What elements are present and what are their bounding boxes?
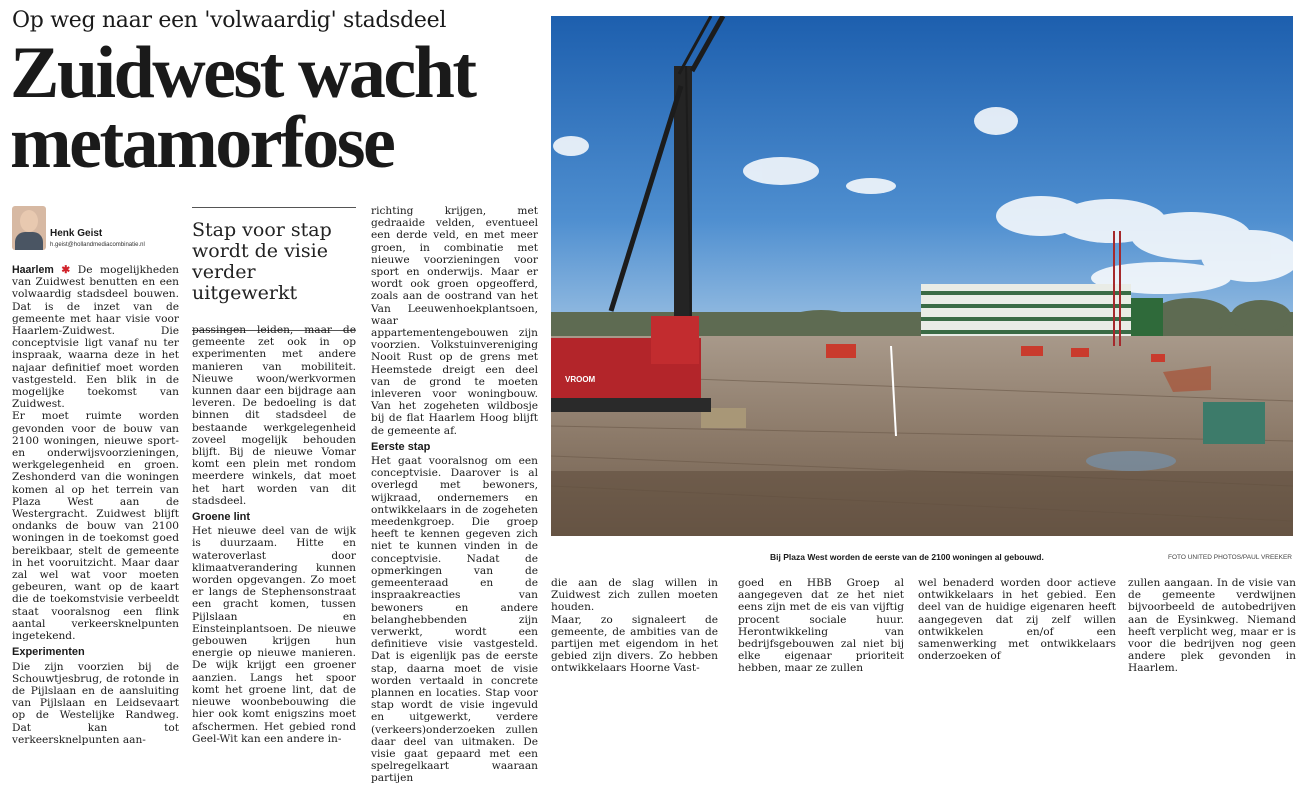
pull-quote-text: Stap voor stap wordt de visie verder uitgewerkt	[192, 219, 332, 304]
construction-site-photo	[551, 16, 1293, 536]
kicker: Op weg naar een 'volwaardig' stadsdeel	[12, 8, 447, 33]
crane-label: VROOM	[565, 375, 596, 384]
headline-line2: metamorfose	[10, 102, 394, 184]
article-column-7	[1128, 577, 1296, 675]
subheading-experimenten: Experimenten	[12, 646, 85, 659]
article-column-3	[371, 205, 538, 785]
author-name: Henk Geist	[50, 228, 103, 239]
col3-paragraph-2: Het gaat vooralsnog om een conceptvisie. Daarover is al overlegd met bewoners, wijkraad, ondernemers en ontwikkelaars in de zogeheten meedenkgroep. Die groep heeft te kennen gegeven zich niet te kunnen vinden in de conceptvisie. Nadat de opmerkingen van de gemeenteraad en de inspraakreacties van bewoners en andere belanghebbenden zijn verwerkt, wordt een definitieve visie vastgesteld. Dat is eigenlijk pas de eerste stap, daarna moet de visie worden vertaald in concrete plannen en locaties. Stap voor stap wordt de visie ingevuld en uitgewerkt, verdere (verkeers)onderzoeken zullen daar deel van uitmaken. De visie gaat gepaard met een spelregelkaart waaraan partijen	[371, 455, 538, 785]
headline	[10, 32, 475, 184]
col4-paragraph-2: Maar, zo signaleert de gemeente, de ambities van de partijen met eigendom in het gebied zijn divers. Zo hebben ontwikkelaars Hoorne Vast-	[551, 613, 718, 675]
col5-paragraph-1: goed en HBB Groep al aangegeven dat ze het niet eens zijn met de eis van vijftig procent sociale huur. Herontwikkeling van bedrijfsgebouwen zal niet bij elke eigenaar prioriteit hebben, maar ze zullen	[738, 577, 904, 675]
author-byline	[12, 206, 172, 256]
subheading-eerste-stap: Eerste stap	[371, 440, 431, 453]
col2-paragraph-1: passingen leiden, maar de gemeente zet ook in op experimenten met andere manieren van mobiliteit. Nieuwe woon/werkvormen kunnen daar een bijdrage aan leveren. De bedoeling is dat binnen dit stadsdeel de bestaande werkgelegenheid zoveel mogelijk behouden blijft. Bij de nieuwe Vomar komt een plein met rondom meerdere winkels, dat moet het hart worden van dit stadsdeel.	[192, 324, 356, 507]
dateline-star-icon: ✱	[61, 264, 71, 276]
pull-quote	[192, 207, 356, 331]
author-photo	[12, 206, 46, 250]
subheading-groene-lint: Groene lint	[192, 511, 251, 524]
col7-paragraph-1: zullen aangaan. In de visie van de gemeente verdwijnen bijvoorbeeld de autobedrijven aan de Eysinkweg. Niemand heeft verplicht weg, maar er is voor die bedrijven nog geen andere plek gevonden in Haarlem.	[1128, 577, 1296, 675]
col2-paragraph-2: Het nieuwe deel van de wijk is duurzaam. Hitte en wateroverlast door klimaatverandering kunnen worden opgevangen. Zo moet er langs de Stephensonstraat een gracht komen, tussen Pijlslaan en Einsteinplantsoen. De nieuwe gebouwen krijgen hun energie op nieuwe manieren. De wijk krijgt een groener aanzien. Langs het spoor komt het groene lint, dat de nieuwe woonbebouwing die hier ook komt enigszins moet afschermen. Het gebied rond Geel-Wit kan een andere in-	[192, 525, 356, 745]
article-column-6	[918, 577, 1116, 662]
author-email: h.geist@hollandmediacombinatie.nl	[50, 242, 145, 248]
dateline: Haarlem	[12, 264, 54, 276]
col1-paragraph-1: De mogelijkheden van Zuidwest benutten en een volwaardig stadsdeel bouwen. Dat is de inzet van de gemeente met haar visie voor Haarlem-Zuidwest. Die conceptvisie ligt vanaf nu ter inspraak, waarna deze in het najaar definitief moet worden vastgesteld. Een blik in de mogelijke toekomst van Zuidwest.	[12, 264, 179, 411]
photo-credit: FOTO UNITED PHOTOS/PAUL VREEKER	[1168, 554, 1293, 561]
col6-paragraph-1: wel benaderd worden door actieve ontwikkelaars in het gebied. Een deel van de huidige eigenaren heeft aangegeven dat zij zelf willen ontwikkelen en/of een samenwerking met ontwikkelaars onderzoeken of	[918, 577, 1116, 663]
article-column-2	[192, 324, 356, 745]
col3-paragraph-1: richting krijgen, met gedraaide velden, eventueel een derde veld, en met meer groen, in combinatie met nieuwe voorzieningen voor sport en onderwijs. Maar er wordt ook groen opgeofferd, zoals aan de oostrand van het Van Leeuwenhoekplantsoen, waar appartementengebouwen zijn voorzien. Volkstuinvereniging Nooit Rust op de grens met Heemstede dreigt een deel van de grond te moeten inleveren voor woningbouw. Van het zogeheten wildbosje bij de flat Haarlem Hoog blijft de gemeente af.	[371, 205, 538, 437]
headline-line1: Zuidwest wacht	[10, 32, 475, 114]
article-column-5	[738, 577, 904, 675]
col1-paragraph-3: Die zijn voorzien bij de Schouwtjesbrug, de rotonde in de Pijlslaan en de aansluiting van Pijlslaan en Leidsevaart op de Westelijke Randweg. Dat kan tot verkeersknelpunten aan-	[12, 660, 179, 746]
col4-paragraph-1: die aan de slag willen in Zuidwest zich zullen moeten houden.	[551, 577, 718, 614]
article-column-1	[12, 264, 179, 746]
photo-caption: Bij Plaza West worden de eerste van de 2100 woningen al gebouwd.	[770, 552, 1044, 562]
col1-paragraph-2: Er moet ruimte worden gevonden voor de bouw van 2100 woningen, nieuwe sport- en onderwijsvoorzieningen, werkgelegenheid en groen. Zeshonderd van die woningen komen al op het terrein van Plaza West aan de Westergracht. Zuidwest blijft ondanks de bouw van 2100 woningen in de toekomst goed bereikbaar, stelt de gemeente in het vooruitzicht. Maar daar zal wel wat voor moeten gebeuren, want op de kaart die de toekomstvisie verbeeldt staat vooralsnog een flink aantal verkeersknelpunten ingetekend.	[12, 410, 179, 643]
article-column-4	[551, 577, 718, 675]
